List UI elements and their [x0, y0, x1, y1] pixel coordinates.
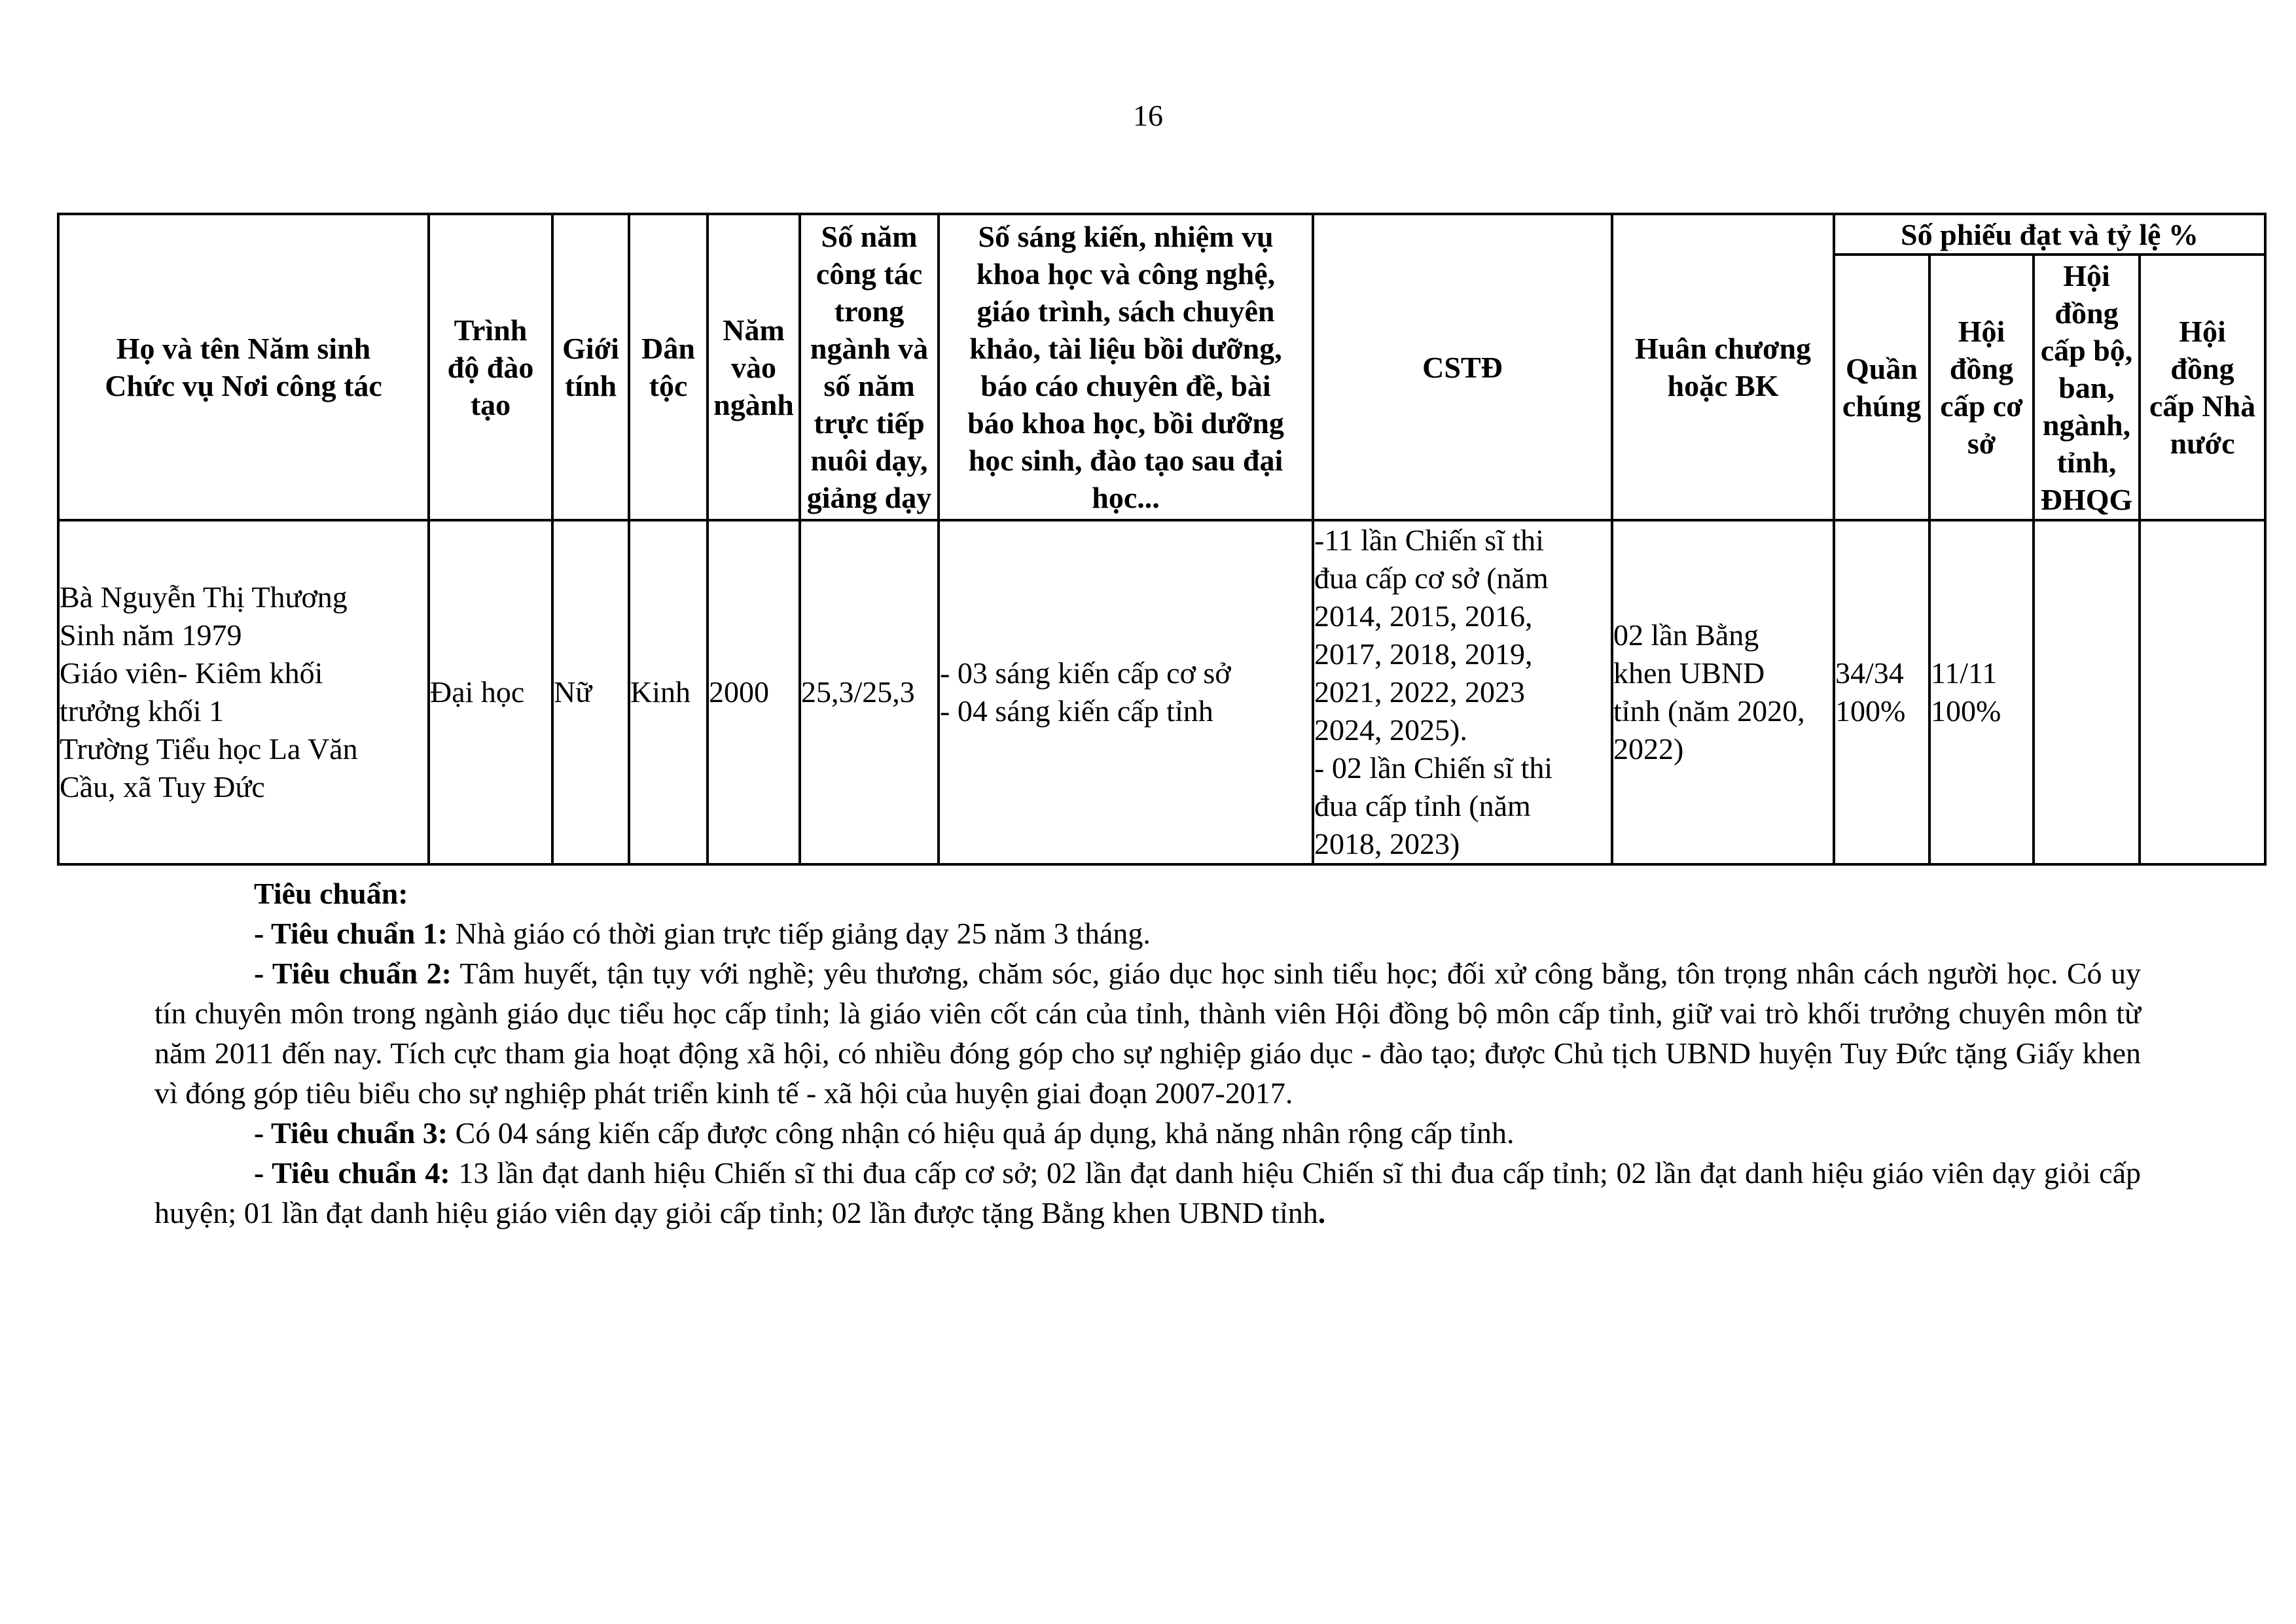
- criteria-item-2: [154, 953, 2141, 1113]
- criteria-text: Có 04 sáng kiến cấp được công nhận có hiệu quả áp dụng, khả năng nhân rộng cấp tỉnh.: [448, 1116, 1515, 1150]
- cell-initiatives: - 03 sáng kiến cấp cơ sở - 04 sáng kiến cấp tỉnh: [939, 520, 1313, 864]
- cell-votes-base: 11/11 100%: [1929, 520, 2034, 864]
- header-years: Số năm công tác trong ngành và số năm trực tiếp nuôi dạy, giảng dạy: [800, 214, 939, 520]
- cell-cstd: -11 lần Chiến sĩ thi đua cấp cơ sở (năm 2014, 2015, 2016, 2017, 2018, 2019, 2021, 2022, 2023 2024, 2025). - 02 lần Chiến sĩ thi đua cấp tỉnh (năm 2018, 2023): [1313, 520, 1612, 864]
- header-gender: Giới tính: [552, 214, 629, 520]
- cell-votes-ministry: [2034, 520, 2140, 864]
- header-votes-group: Số phiếu đạt và tỷ lệ %: [1834, 214, 2265, 255]
- cell-votes-state: [2140, 520, 2265, 864]
- criteria-item-4: [154, 1153, 2141, 1233]
- header-cstd: CSTĐ: [1313, 214, 1612, 520]
- cell-votes-public: 34/34 100%: [1834, 520, 1929, 864]
- criteria-label: - Tiêu chuẩn 3:: [254, 1116, 448, 1150]
- header-votes-base: Hội đồng cấp cơ sở: [1929, 255, 2034, 520]
- header-education: Trình độ đào tạo: [429, 214, 552, 520]
- header-votes-ministry: Hội đồng cấp bộ, ban, ngành, tỉnh, ĐHQG: [2034, 255, 2140, 520]
- cell-years: 25,3/25,3: [800, 520, 939, 864]
- criteria-label: - Tiêu chuẩn 1:: [254, 917, 448, 950]
- criteria-heading: Tiêu chuẩn:: [254, 877, 408, 910]
- page-number: 16: [1133, 99, 1163, 132]
- cell-start-year: 2000: [708, 520, 800, 864]
- header-ethnicity: Dân tộc: [629, 214, 708, 520]
- criteria-text: Nhà giáo có thời gian trực tiếp giảng dạy 25 năm 3 tháng.: [448, 917, 1151, 950]
- criteria-text: Tâm huyết, tận tụy với nghề; yêu thương, chăm sóc, giáo dục học sinh tiểu học; đối xử công bằng, tôn trọng nhân cách người học. Có uy tín chuyên môn trong ngành giáo dục tiểu học cấp tỉnh; là giáo viên cốt cán của tỉnh, thành viên Hội đồng bộ môn cấp tỉnh, giữ vai trò khối trưởng chuyên môn từ năm 2011 đến nay. Tích cực tham gia hoạt động xã hội, có nhiều đóng góp cho sự nghiệp giáo dục - đào tạo; được Chủ tịch UBND huyện Tuy Đức tặng Giấy khen vì đóng góp tiêu biểu cho sự nghiệp phát triển kinh tế - xã hội của huyện giai đoạn 2007-2017.: [154, 957, 2141, 1110]
- header-awards: Huân chương hoặc BK: [1612, 214, 1834, 520]
- criteria-label: - Tiêu chuẩn 2:: [254, 957, 452, 990]
- criteria-label: - Tiêu chuẩn 4:: [254, 1156, 450, 1190]
- cell-gender: Nữ: [552, 520, 629, 864]
- cell-education: Đại học: [429, 520, 552, 864]
- header-votes-state: Hội đồng cấp Nhà nước: [2140, 255, 2265, 520]
- criteria-tail: .: [1318, 1196, 1326, 1229]
- header-start-year: Năm vào ngành: [708, 214, 800, 520]
- nominee-table: [57, 213, 2267, 866]
- cell-awards: 02 lần Bằng khen UBND tỉnh (năm 2020, 2022): [1612, 520, 1834, 864]
- criteria-item-3: [154, 1113, 2141, 1153]
- header-initiatives: Số sáng kiến, nhiệm vụ khoa học và công nghệ, giáo trình, sách chuyên khảo, tài liệu bồi dưỡng, báo cáo chuyên đề, bài báo khoa học, bồi dưỡng học sinh, đào tạo sau đại học...: [939, 214, 1313, 520]
- cell-ethnicity: Kinh: [629, 520, 708, 864]
- criteria-item-1: [154, 913, 2141, 953]
- cell-name: Bà Nguyễn Thị Thương Sinh năm 1979 Giáo viên- Kiêm khối trưởng khối 1 Trường Tiểu học La Văn Cầu, xã Tuy Đức: [58, 520, 429, 864]
- criteria-section: [154, 874, 2141, 1233]
- table-row: [58, 520, 2265, 864]
- criteria-text: 13 lần đạt danh hiệu Chiến sĩ thi đua cấp cơ sở; 02 lần đạt danh hiệu Chiến sĩ thi đua cấp tỉnh; 02 lần đạt danh hiệu giáo viên dạy giỏi cấp huyện; 01 lần đạt danh hiệu giáo viên dạy giỏi cấp tỉnh; 02 lần được tặng Bằng khen UBND tỉnh: [154, 1156, 2141, 1229]
- header-name: Họ và tên Năm sinh Chức vụ Nơi công tác: [58, 214, 429, 520]
- header-votes-public: Quần chúng: [1834, 255, 1929, 520]
